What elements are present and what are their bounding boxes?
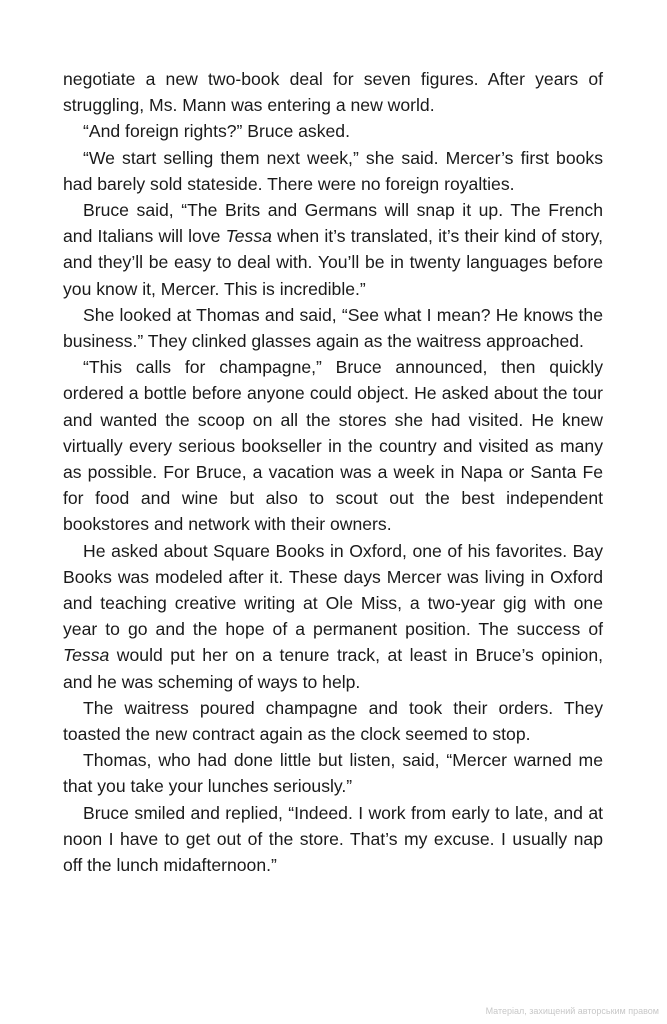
paragraph: “We start selling them next week,” she said. Mercer’s first books had barely sold stateside. There were no foreign royalties. <box>63 147 603 194</box>
paragraph: Thomas, who had done little but listen, said, “Mercer warned me that you take your lunches seriously.” <box>63 750 603 797</box>
paragraph: The waitress poured champagne and took their orders. They toasted the new contract again as the clock seemed to stop. <box>63 697 603 745</box>
paragraph: He asked about Square Books in Oxford, one of his favorites. Bay Books was modeled after it. These days Mercer was living in Oxford and teaching creative writing at Ole Miss, a two-year gig with one year to go and the hope of a permanent position. The success of Tessa would put her on a tenure track, at least in Bruce’s opinion, and he was scheming of ways to help. <box>63 540 603 692</box>
paragraph: Bruce smiled and replied, “Indeed. I work from early to late, and at noon I have to get out of the store. That’s my excuse. I usually nap off the lunch midafternoon.” <box>63 802 603 876</box>
paragraph: “And foreign rights?” Bruce asked. <box>83 121 350 142</box>
book-page-text <box>63 66 603 878</box>
paragraph: Bruce said, “The Brits and Germans will snap it up. The French and Italians will love Tessa when it’s translated, it’s their kind of story, and they’ll be easy to deal with. You’ll be in twenty languages before you know it, Mercer. This is incredible.” <box>63 200 604 299</box>
italic-title: Tessa <box>225 226 272 247</box>
italic-title: Tessa <box>63 645 110 666</box>
paragraph: negotiate a new two-book deal for seven figures. After years of struggling, Ms. Mann was entering a new world. <box>63 69 603 116</box>
copyright-watermark: Матеріал, захищений авторським правом <box>485 1006 659 1016</box>
paragraph: She looked at Thomas and said, “See what I mean? He knows the business.” They clinked glasses again as the waitress approached. <box>63 304 603 352</box>
paragraph: “This calls for champagne,” Bruce announced, then quickly ordered a bottle before anyone could object. He asked about the tour and wanted the scoop on all the stores she had visited. He knew virtually every serious bookseller in the country and visited as many as possible. For Bruce, a vacation was a week in Napa or Santa Fe for food and wine but also to scout out the best independent bookstores and network with their owners. <box>63 357 603 535</box>
